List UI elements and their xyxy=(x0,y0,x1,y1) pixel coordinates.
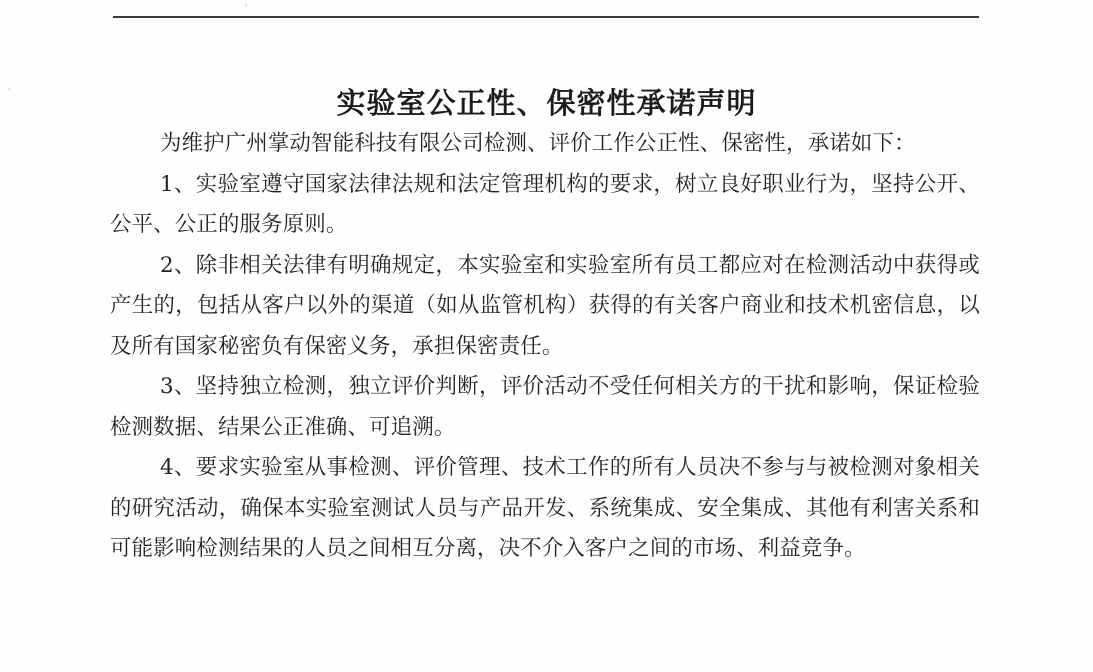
clause-4-paragraph: 4、要求实验室从事检测、评价管理、技术工作的所有人员决不参与与被检测对象相关的研究活动，确保本实验室测试人员与产品开发、系统集成、安全集成、其他有利害关系和可能影响检测结果的人员之间相互分离，决不介入客户之间的市场、利益竞争。 xyxy=(110,455,980,561)
clause-1-paragraph: 1、实验室遵守国家法律法规和法定管理机构的要求，树立良好职业行为，坚持公开、公平、公正的服务原则。 xyxy=(110,171,980,237)
scan-speck xyxy=(245,4,247,6)
document-title: 实验室公正性、保密性承诺声明 xyxy=(336,86,757,121)
document-body xyxy=(110,124,980,570)
clause-2-paragraph: 2、除非相关法律有明确规定，本实验室和实验室所有员工都应对在检测活动中获得或产生的，包括从客户以外的渠道（如从监管机构）获得的有关客户商业和技术机密信息，以及所有国家秘密负有保密义务，承担保密责任。 xyxy=(110,252,980,359)
cut-off-next-line xyxy=(210,662,980,672)
scan-speck xyxy=(623,55,625,57)
clause-3-paragraph: 3、坚持独立检测，独立评价判断，评价活动不受任何相关方的干扰和影响，保证检验检测数据、结果公正准确、可追溯。 xyxy=(110,374,980,440)
intro-paragraph: 为维护广州掌动智能科技有限公司检测、评价工作公正性、保密性，承诺如下： xyxy=(160,131,916,156)
header-rule xyxy=(113,16,979,18)
